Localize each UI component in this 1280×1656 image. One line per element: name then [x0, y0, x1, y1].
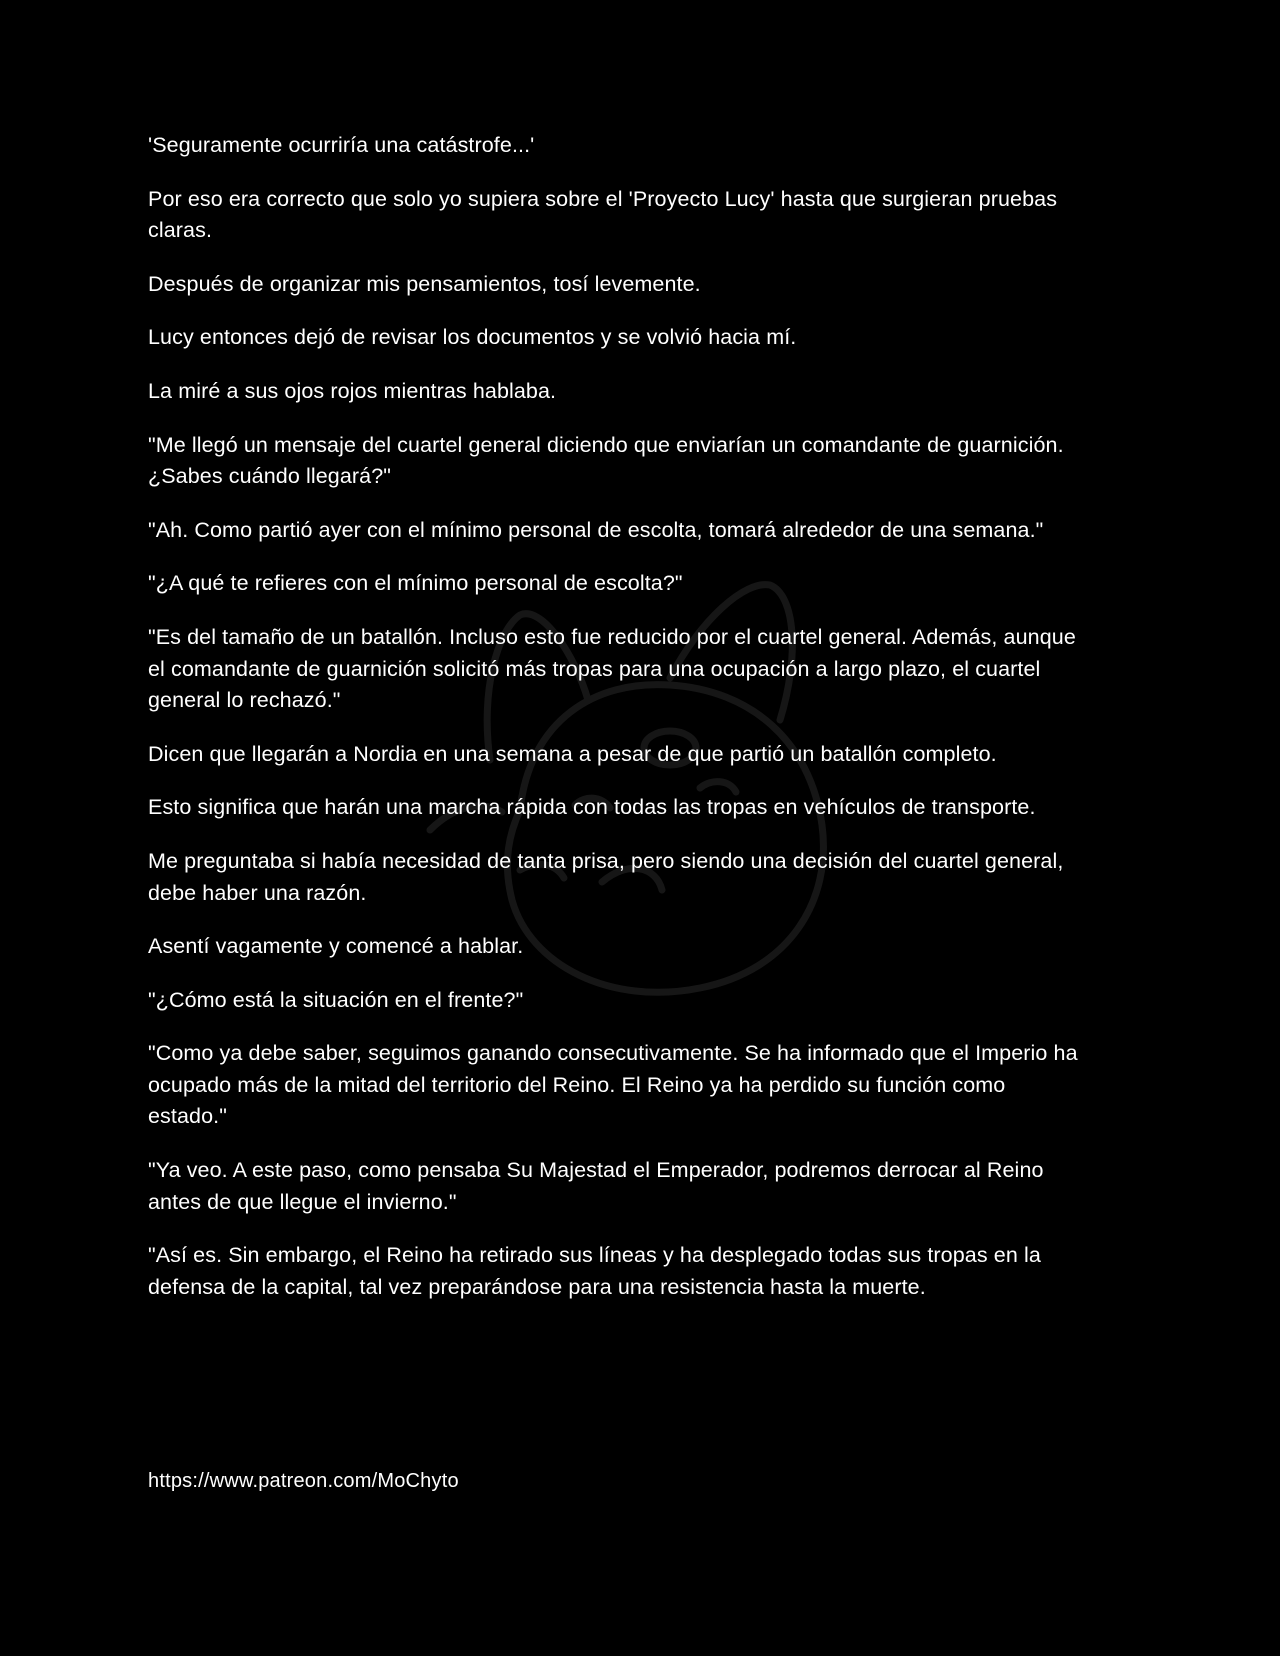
patreon-link[interactable]: https://www.patreon.com/MoChyto: [148, 1470, 459, 1492]
paragraph: La miré a sus ojos rojos mientras hablaba.: [148, 378, 557, 403]
paragraph: "¿A qué te refieres con el mínimo personal de escolta?": [148, 571, 683, 596]
paragraph: 'Seguramente ocurriría una catástrofe...': [148, 133, 535, 157]
paragraph: "Como ya debe saber, seguimos ganando consecutivamente. Se ha informado que el Imperio ha ocupado más de la mitad del territorio del Reino. El Reino ya ha perdido su función como estado.": [148, 1041, 1078, 1129]
paragraph: "Así es. Sin embargo, el Reino ha retirado sus líneas y ha desplegado todas sus tropas en la defensa de la capital, tal vez preparándose para una resistencia hasta la muerte.: [148, 1243, 1041, 1299]
paragraph: "Ah. Como partió ayer con el mínimo personal de escolta, tomará alrededor de una semana.": [148, 517, 1044, 542]
paragraph: Lucy entonces dejó de revisar los documentos y se volvió hacia mí.: [148, 325, 797, 350]
paragraph: "Es del tamaño de un batallón. Incluso esto fue reducido por el cuartel general. Además, aunque el comandante de guarnición solicitó más tropas para una ocupación a largo plazo, el cuartel general lo rechazó.": [148, 624, 1076, 713]
paragraph: Esto significa que harán una marcha rápida con todas las tropas en vehículos de transporte.: [148, 795, 1036, 820]
paragraph: Dicen que llegarán a Nordia en una semana a pesar de que partió un batallón completo.: [148, 741, 997, 766]
paragraph: Me preguntaba si había necesidad de tanta prisa, pero siendo una decisión del cuartel general, debe haber una razón.: [148, 848, 1064, 905]
paragraph: Por eso era correcto que solo yo supiera sobre el 'Proyecto Lucy' hasta que surgieran pruebas claras.: [148, 186, 1058, 243]
paragraph: Después de organizar mis pensamientos, tosí levemente.: [148, 271, 701, 296]
paragraph: Asentí vagamente y comencé a hablar.: [148, 934, 524, 959]
paragraph: "Ya veo. A este paso, como pensaba Su Majestad el Emperador, podremos derrocar al Reino antes de que llegue el invierno.": [148, 1158, 1044, 1214]
paragraph: "¿Cómo está la situación en el frente?": [148, 987, 524, 1012]
paragraph: "Me llegó un mensaje del cuartel general diciendo que enviarían un comandante de guarnición. ¿Sabes cuándo llegará?": [148, 432, 1064, 489]
